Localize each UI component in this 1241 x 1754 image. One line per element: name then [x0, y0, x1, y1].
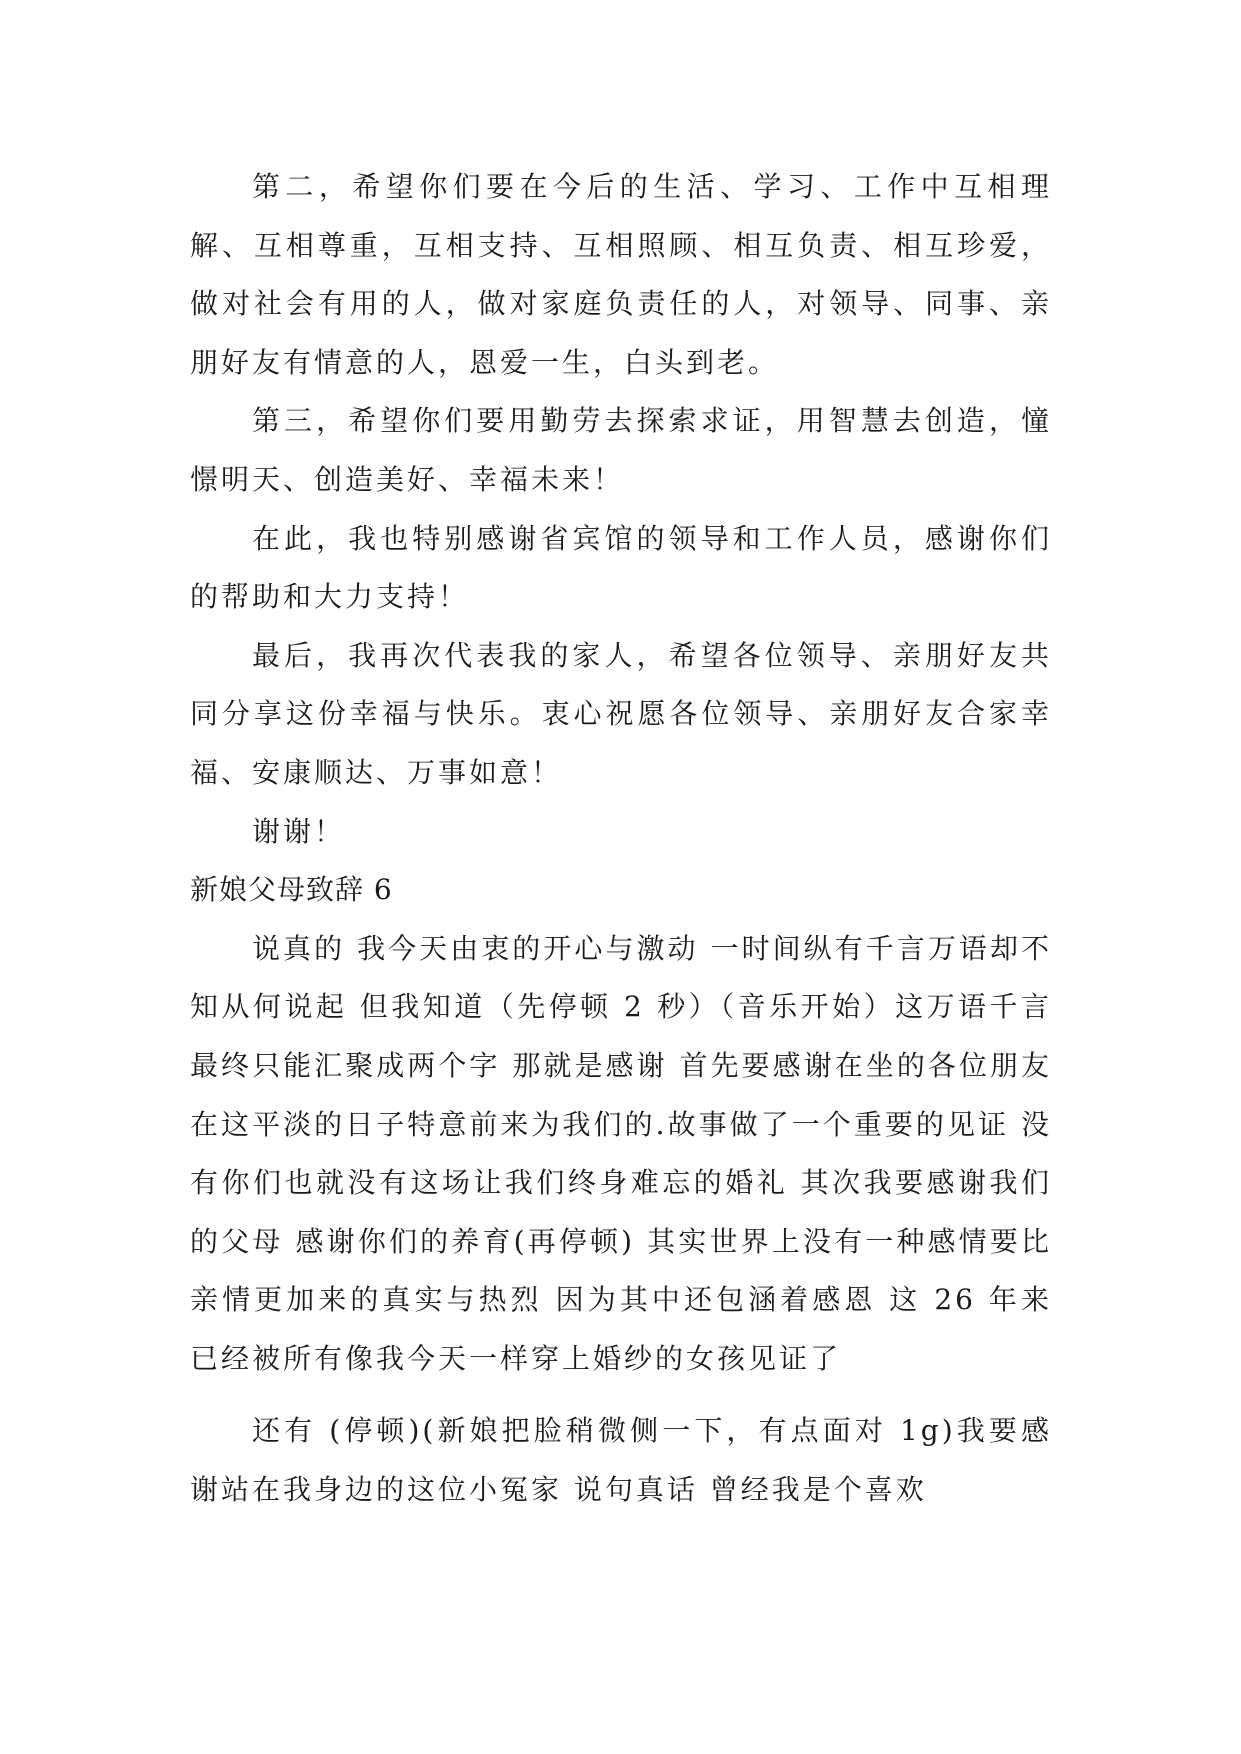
document-body — [190, 158, 1052, 1520]
paragraph: 还有 (停顿)(新娘把脸稍微侧一下，有点面对 1g)我要感谢站在我身边的这位小冤家 说句真话 曾经我是个喜欢 — [190, 1414, 1052, 1507]
paragraph: 在此，我也特别感谢省宾馆的领导和工作人员，感谢你们的帮助和大力支持！ — [190, 521, 1052, 614]
paragraph: 第二，希望你们要在今后的生活、学习、工作中互相理解、互相尊重，互相支持、互相照顾、相互负责、相互珍爱，做对社会有用的人，做对家庭负责任的人，对领导、同事、亲朋好友有情意的人，恩爱一生，白头到老。 — [190, 170, 1052, 379]
section-title: 新娘父母致辞 6 — [190, 873, 393, 907]
paragraph: 第三，希望你们要用勤劳去探索求证，用智慧去创造，憧憬明天、创造美好、幸福未来！ — [190, 404, 1052, 496]
paragraph: 谢谢！ — [252, 814, 346, 848]
paragraph: 最后，我再次代表我的家人，希望各位领导、亲朋好友共同分享这份幸福与快乐。衷心祝愿各位领导、亲朋好友合家幸福、安康顺达、万事如意！ — [190, 638, 1052, 789]
paragraph: 说真的 我今天由衷的开心与激动 一时间纵有千言万语却不知从何说起 但我知道（先停顿 2 秒）（音乐开始）这万语千言最终只能汇聚成两个字 那就是感谢 首先要感谢在坐的各位朋友在这平淡的日子特意前来为我们的.故事做了一个重要的见证 没有你们也就没有这场让我们终身难忘的婚礼 其次我要感谢我们的父母 感谢你们的养育(再停顿) 其实世界上没有一种感情要比亲情更加来的真实与热烈 因为其中还包涵着感恩 这 26 年来已经被所有像我今天一样穿上婚纱的女孩见证了 — [190, 931, 1052, 1375]
